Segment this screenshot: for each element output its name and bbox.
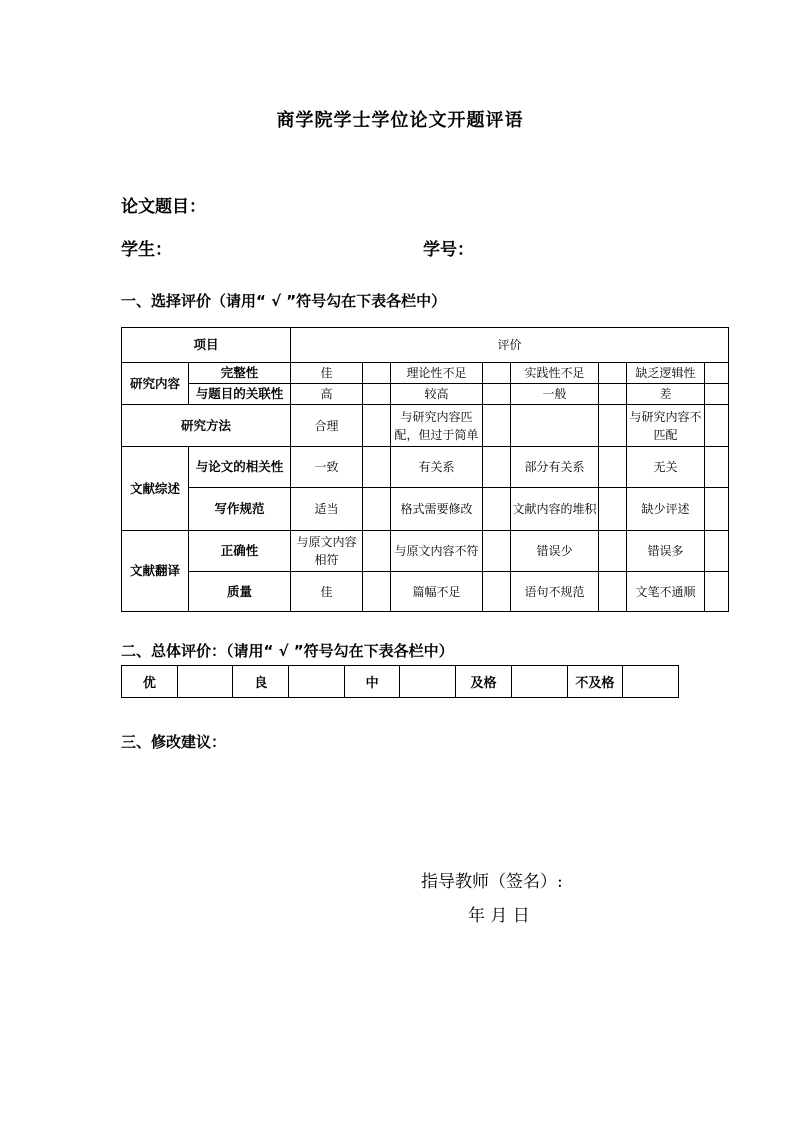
option-cell: 与原文内容不符	[391, 531, 483, 572]
checkbox-cell[interactable]	[363, 572, 391, 612]
grade-checkbox-cell[interactable]	[623, 666, 679, 698]
option-cell: 文笔不通顺	[627, 572, 705, 612]
option-cell: 缺乏逻辑性	[627, 363, 705, 384]
grade-checkbox-cell[interactable]	[289, 666, 345, 698]
table-row	[122, 363, 729, 384]
row-label-relevance: 与题目的关联性	[189, 384, 291, 405]
grade-label: 良	[233, 666, 289, 698]
checkbox-cell[interactable]	[705, 363, 729, 384]
row-label-quality: 质量	[189, 572, 291, 612]
checkbox-cell[interactable]	[705, 447, 729, 488]
table-row	[122, 405, 729, 447]
option-cell: 适当	[291, 488, 363, 531]
checkbox-cell[interactable]	[705, 384, 729, 405]
row-label-completeness: 完整性	[189, 363, 291, 384]
checkbox-cell[interactable]	[363, 447, 391, 488]
table-row	[122, 488, 729, 531]
checkbox-cell[interactable]	[599, 447, 627, 488]
option-cell: 部分有关系	[511, 447, 599, 488]
checkbox-cell[interactable]	[599, 572, 627, 612]
table-row	[122, 572, 729, 612]
grade-label: 中	[344, 666, 400, 698]
option-cell: 合理	[291, 405, 363, 447]
option-cell: 较高	[391, 384, 483, 405]
option-cell: 无关	[627, 447, 705, 488]
option-cell: 与原文内容相符	[291, 531, 363, 572]
option-cell: 佳	[291, 572, 363, 612]
header-item: 项目	[122, 328, 291, 363]
table-row	[122, 666, 679, 698]
checkbox-cell[interactable]	[483, 384, 511, 405]
group-literature: 文献综述	[122, 447, 189, 531]
checkbox-cell[interactable]	[483, 405, 511, 447]
row-label-lit-relevance: 与论文的相关性	[189, 447, 291, 488]
checkbox-cell[interactable]	[363, 363, 391, 384]
grade-checkbox-cell[interactable]	[400, 666, 456, 698]
option-cell: 缺少评述	[627, 488, 705, 531]
selection-evaluation-table	[121, 327, 729, 612]
checkbox-cell[interactable]	[599, 363, 627, 384]
checkbox-cell[interactable]	[483, 572, 511, 612]
option-cell: 与研究内容不匹配	[627, 405, 705, 447]
checkbox-cell[interactable]	[483, 447, 511, 488]
option-cell	[511, 405, 599, 447]
checkbox-cell[interactable]	[599, 384, 627, 405]
checkbox-cell[interactable]	[483, 531, 511, 572]
option-cell: 佳	[291, 363, 363, 384]
grade-checkbox-cell[interactable]	[177, 666, 233, 698]
option-cell: 一般	[511, 384, 599, 405]
header-eval: 评价	[291, 328, 729, 363]
table-row	[122, 384, 729, 405]
grade-checkbox-cell[interactable]	[511, 666, 567, 698]
table-row	[122, 531, 729, 572]
checkbox-cell[interactable]	[363, 384, 391, 405]
checkbox-cell[interactable]	[483, 363, 511, 384]
grade-label: 不及格	[567, 666, 623, 698]
checkbox-cell[interactable]	[705, 531, 729, 572]
checkbox-cell[interactable]	[705, 405, 729, 447]
option-cell: 错误多	[627, 531, 705, 572]
checkbox-cell[interactable]	[363, 488, 391, 531]
checkbox-cell[interactable]	[705, 488, 729, 531]
option-cell: 格式需要修改	[391, 488, 483, 531]
option-cell: 理论性不足	[391, 363, 483, 384]
option-cell: 篇幅不足	[391, 572, 483, 612]
checkbox-cell[interactable]	[363, 405, 391, 447]
row-label-accuracy: 正确性	[189, 531, 291, 572]
option-cell: 有关系	[391, 447, 483, 488]
grade-label: 优	[122, 666, 178, 698]
checkbox-cell[interactable]	[599, 405, 627, 447]
option-cell: 错误少	[511, 531, 599, 572]
option-cell: 与研究内容匹配，但过于简单	[391, 405, 483, 447]
option-cell: 差	[627, 384, 705, 405]
date-label: 年 月 日	[468, 906, 530, 926]
page-title: 商学院学士学位论文开题评语	[276, 110, 524, 131]
option-cell: 实践性不足	[511, 363, 599, 384]
checkbox-cell[interactable]	[599, 531, 627, 572]
option-cell: 高	[291, 384, 363, 405]
row-label-writing: 写作规范	[189, 488, 291, 531]
overall-evaluation-table	[121, 665, 679, 698]
option-cell: 语句不规范	[511, 572, 599, 612]
option-cell: 文献内容的堆积	[511, 488, 599, 531]
section3-heading: 三、修改建议：	[121, 733, 227, 751]
row-label-method: 研究方法	[122, 405, 291, 447]
table-row	[122, 447, 729, 488]
grade-label: 及格	[456, 666, 512, 698]
student-no-label: 学号：	[423, 240, 474, 260]
group-research-content: 研究内容	[122, 363, 189, 405]
option-cell: 一致	[291, 447, 363, 488]
section1-heading: 一、选择评价（请用“ √ ”符号勾在下表各栏中）	[121, 292, 447, 310]
checkbox-cell[interactable]	[599, 488, 627, 531]
checkbox-cell[interactable]	[363, 531, 391, 572]
checkbox-cell[interactable]	[483, 488, 511, 531]
table-header-row	[122, 328, 729, 363]
section2-heading: 二、总体评价：（请用“ √ ”符号勾在下表各栏中）	[121, 642, 454, 660]
group-translation: 文献翻译	[122, 531, 189, 612]
thesis-title-label: 论文题目：	[121, 197, 206, 217]
checkbox-cell[interactable]	[705, 572, 729, 612]
advisor-signature-label: 指导教师（签名）:	[421, 872, 563, 892]
student-label: 学生：	[121, 240, 172, 260]
